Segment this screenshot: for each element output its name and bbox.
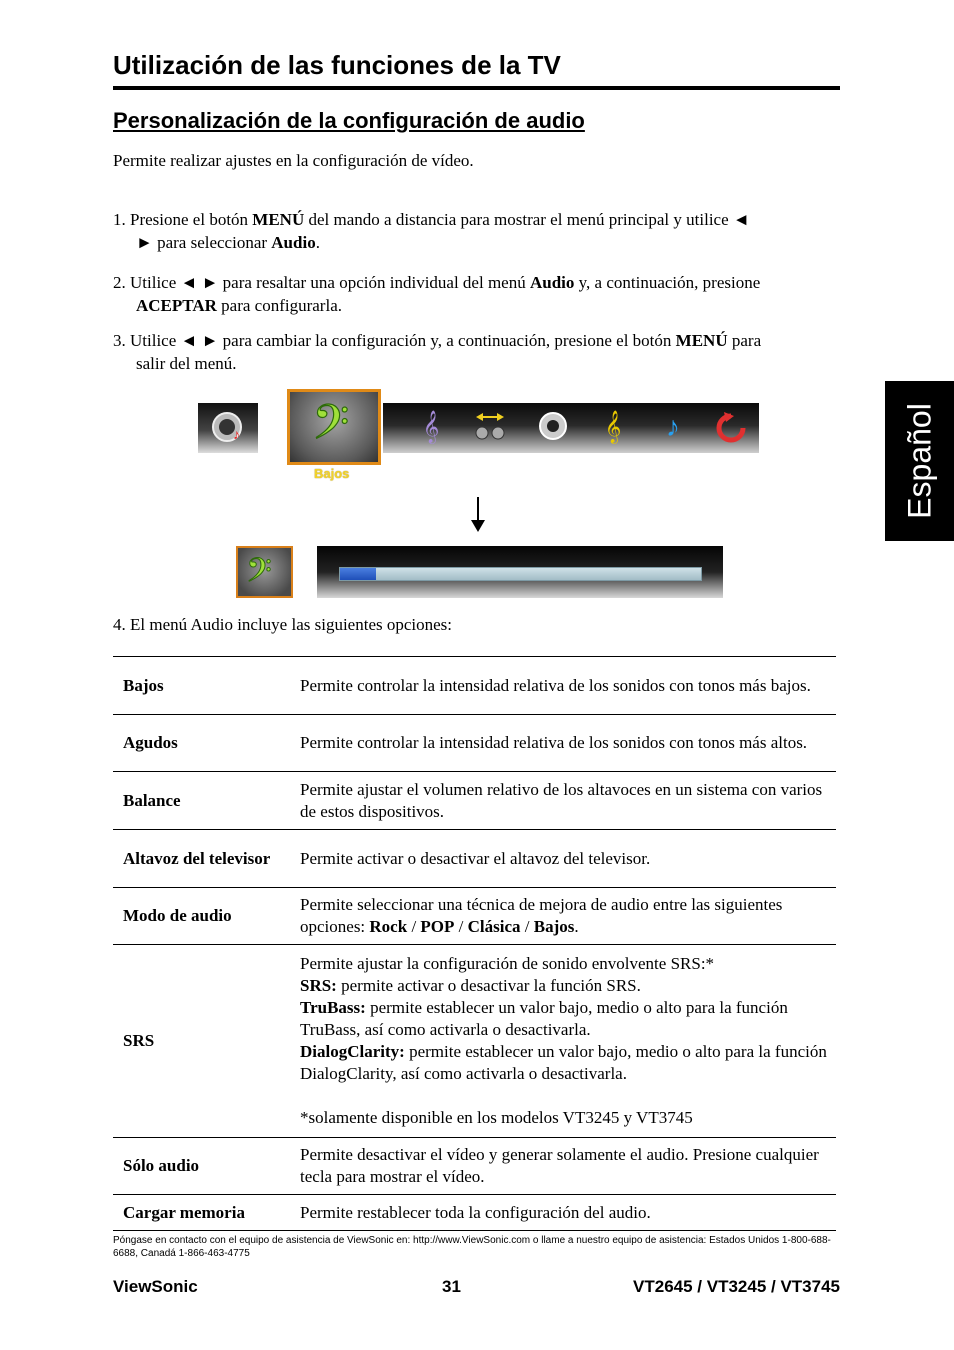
options-intro: 4. El menú Audio incluye las siguientes opciones:	[113, 615, 453, 634]
option-name: Bajos	[113, 657, 300, 715]
intro-text: Permite realizar ajustes en la configuración de vídeo.	[113, 151, 474, 170]
language-tab-label: Español	[901, 403, 937, 519]
table-row	[113, 1195, 836, 1231]
svg-text:𝄢: 𝄢	[312, 396, 350, 458]
menu-item-bass-selected	[287, 389, 381, 465]
page-title: Utilización de las funciones de la TV	[113, 50, 561, 80]
option-desc: Permite restablecer toda la configuración del audio.	[300, 1195, 836, 1231]
table-row	[113, 772, 836, 830]
option-desc: Permite desactivar el vídeo y generar solamente el audio. Presione cualquier tecla para mostrar el vídeo.	[300, 1138, 836, 1195]
language-tab	[885, 381, 954, 541]
audio-options-table	[113, 656, 836, 1231]
treble-clef-icon: 𝄞	[422, 412, 440, 443]
section-title: Personalización de la configuración de audio	[113, 108, 585, 133]
option-name: Altavoz del televisor	[113, 830, 300, 888]
option-desc: Permite ajustar la configuración de sonido envolvente SRS:* SRS: permite activar o desactivar la función SRS. TruBass: permite establecer un valor bajo, medio o alto para la función TruBass, así como activarla o desactivarla. DialogClarity: permite establecer un valor bajo, medio o alto para la función DialogClarity, así como activarla o desactivarla. *solamente disponible en los modelos VT3245 y VT3745	[300, 945, 836, 1138]
bass-level-slider[interactable]	[339, 567, 702, 581]
bass-level-fill	[340, 568, 376, 580]
table-row	[113, 888, 836, 945]
option-desc: Permite ajustar el volumen relativo de los altavoces en un sistema con varios de estos dispositivos.	[300, 772, 836, 830]
bass-clef-icon	[308, 396, 362, 458]
reset-icon	[714, 411, 748, 445]
tv-speaker-icon	[536, 411, 570, 445]
table-row	[113, 657, 836, 715]
balance-icon	[473, 411, 507, 445]
option-desc: Permite controlar la intensidad relativa de los sonidos con tonos más altos.	[300, 715, 836, 772]
table-row	[113, 830, 836, 888]
flow-arrow-line	[477, 497, 479, 521]
svg-text:𝄢: 𝄢	[246, 552, 272, 596]
music-note-icon: ♪	[666, 412, 680, 443]
contact-note: Póngase en contacto con el equipo de asistencia de ViewSonic en: http://www.ViewSonic.com o llame a nuestro equipo de asistencia: Estados Unidos 1-800-688-6688, Canadá 1-866-463-4775	[113, 1235, 831, 1259]
option-name: Sólo audio	[113, 1138, 300, 1195]
table-row	[113, 715, 836, 772]
option-name: Balance	[113, 772, 300, 830]
table-row	[113, 1138, 836, 1195]
page-number: 31	[442, 1277, 461, 1296]
footer-rule	[113, 1230, 836, 1231]
option-desc: Permite seleccionar una técnica de mejora de audio entre las siguientes opciones: Rock / POP / Clásica / Bajos.	[300, 888, 836, 945]
svg-text:♪: ♪	[233, 428, 240, 443]
speaker-icon	[211, 411, 245, 445]
option-desc: Permite controlar la intensidad relativa de los sonidos con tonos más bajos.	[300, 657, 836, 715]
option-name: Modo de audio	[113, 888, 300, 945]
table-row	[113, 945, 836, 1138]
footer-brand: ViewSonic	[113, 1277, 198, 1296]
audio-mode-icon: 𝄞	[604, 412, 622, 443]
option-name: SRS	[113, 945, 300, 1138]
option-name: Agudos	[113, 715, 300, 772]
selected-item-label: Bajos	[314, 466, 350, 481]
down-arrow-icon	[471, 520, 485, 532]
step-1: 1. Presione el botón MENÚ del mando a distancia para mostrar el menú principal y utilice ◄ ► para seleccionar Audio.	[113, 210, 750, 252]
step-3: 3. Utilice ◄ ► para cambiar la configuración y, a continuación, presione el botón MENÚ para salir del menú.	[113, 331, 762, 373]
option-desc: Permite activar o desactivar el altavoz del televisor.	[300, 830, 836, 888]
footer-models: VT2645 / VT3245 / VT3745	[633, 1277, 840, 1296]
option-name: Cargar memoria	[113, 1195, 300, 1231]
bass-clef-small-icon	[238, 548, 291, 596]
bass-setting-icon-box	[236, 546, 293, 598]
step-2: 2. Utilice ◄ ► para resaltar una opción individual del menú Audio y, a continuación, presione ACEPTAR para configurarla.	[113, 273, 761, 315]
title-rule	[113, 86, 840, 90]
